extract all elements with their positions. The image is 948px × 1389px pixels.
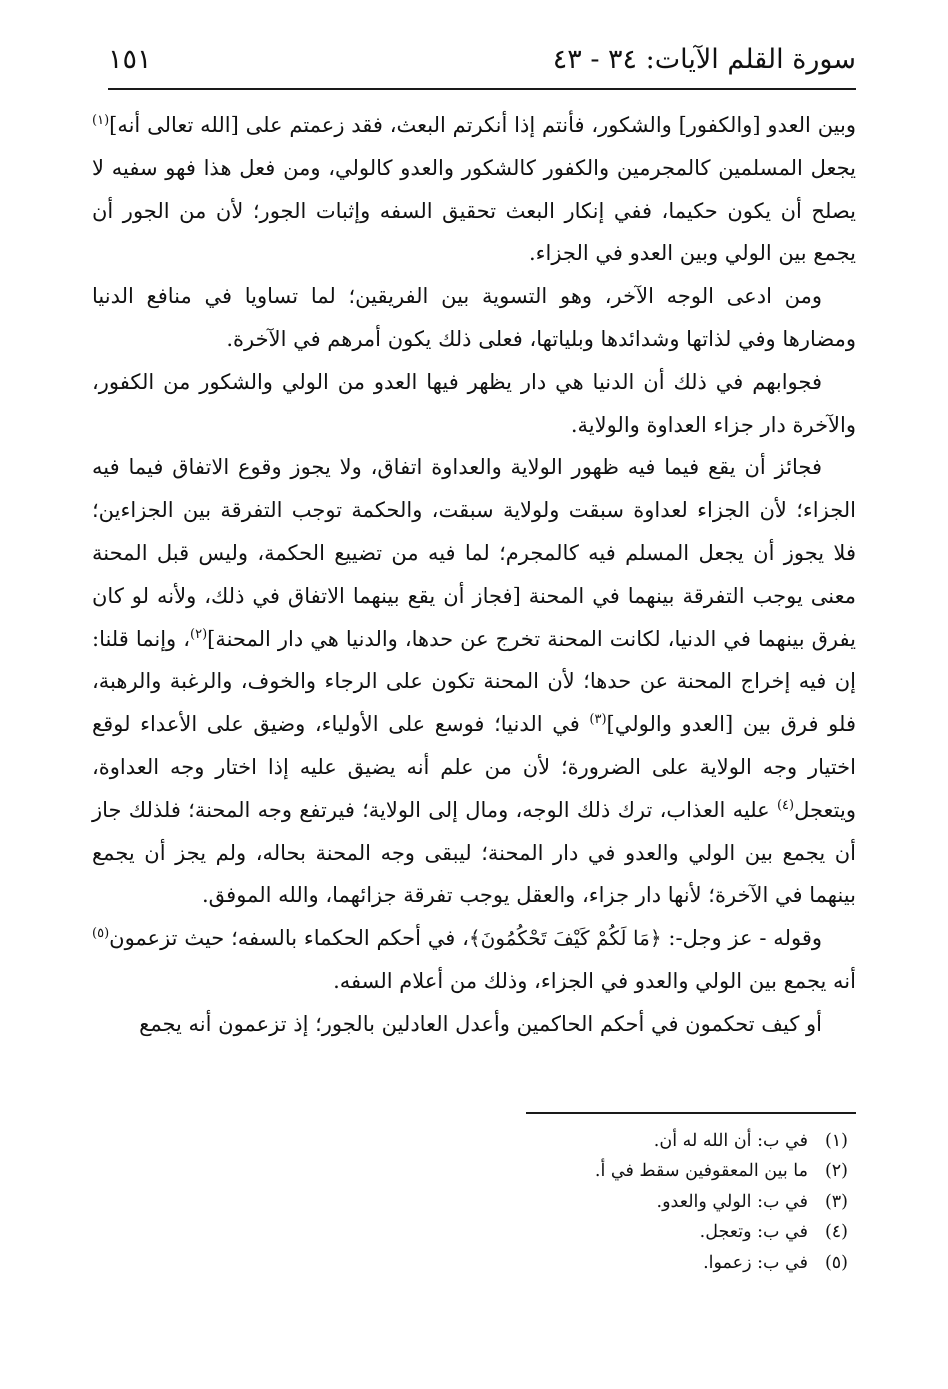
quran-verse: ﴿مَا لَكُمْ كَيْفَ تَحْكُمُونَ﴾ <box>468 926 662 951</box>
text-run: يجعل المسلمين كالمجرمين والكفور كالشكور والعدو كالولي، ومن فعل هذا فهو سفيه لا يصلح أن يكون حكيما، ففي إنكار البعث تحقيق السفه وإثبات الجور؛ لأن من الجور أن يجمع بين الولي وبين العدو في الجزاء. <box>92 155 856 266</box>
footnote-ref: (٤) <box>776 797 795 813</box>
footnote-number: (٥) <box>824 1252 848 1273</box>
footnote-text: في ب: الولي والعدو. <box>656 1191 808 1212</box>
text-run: ، في أحكم الحكماء بالسفه؛ حيث تزعمون <box>109 926 469 951</box>
paragraph <box>92 917 856 1003</box>
paragraph: فجوابهم في ذلك أن الدنيا هي دار يظهر فيها العدو من الولي والشكور من الكفور، والآخرة دار جزاء العداوة والولاية. <box>92 369 856 437</box>
footnote-ref: (١) <box>92 113 110 128</box>
text-run: فجائز أن يقع فيما فيه ظهور الولاية والعداوة اتفاق، ولا يجوز وقوع الاتفاق فيما فيه الجزاء؛ لأن الجزاء لعداوة سبقت ولولاية سبقت، والحكمة توجب التفرقة بين الجزاءين؛ فلا يجوز أن يجعل المسلم فيه كالمجرم؛ لما فيه من تضييع الحكمة، وليس قبل المحنة معنى يوجب التفرقة بينهما في المحنة [فجاز أن يقع بينهما الاتفاق في ذلك، ولأنه لو كان يفرق بينهما في الدنيا، لكانت المحنة تخرج عن حدها، والدنيا هي دار المحنة] <box>92 455 856 651</box>
footnote <box>92 1126 848 1156</box>
footnote-text: في ب: أن الله له أن. <box>653 1131 808 1151</box>
text-run: في الدنيا؛ فوسع على الأولياء، وضيق على الأعداء لوقع اختيار وجه الولاية على الضرورة؛ لأن من علم أنه يضيق عليه إذا اختار وجه العداوة، ويتعجل <box>92 712 856 822</box>
footnote-number: (٣) <box>824 1191 848 1212</box>
text-run: وقوله - عز وجل-: <box>661 926 822 951</box>
footnote <box>92 1156 848 1186</box>
paragraph <box>92 446 856 917</box>
footnote-number: (٢) <box>824 1161 848 1182</box>
page-number: ١٥١ <box>108 44 152 75</box>
paragraph: ومن ادعى الوجه الآخر، وهو التسوية بين الفريقين؛ لما تساويا في منافع الدنيا ومضارها وفي لذاتها وشدائدها وبلياتها، فعلى ذلك يكون أمرهم في الآخرة. <box>92 284 856 351</box>
paragraph <box>92 104 856 275</box>
text-run: ، وإنما قلنا: إن فيه إخراج المحنة عن حدها؛ لأن المحنة تكون على الرجاء والخوف، والرغبة والرهبة، فلو فرق بين [العدو والولي] <box>92 626 857 737</box>
text-run: أنه يجمع بين الولي والعدو في الجزاء، وذلك من أعلام السفه. <box>333 968 856 993</box>
paragraph: أو كيف تحكمون في أحكم الحاكمين وأعدل العادلين بالجور؛ إذ تزعمون أنه يجمع <box>139 1011 822 1036</box>
footnote-text: في ب: وتعجل. <box>699 1222 808 1243</box>
footnote-ref: (٥) <box>92 926 110 942</box>
footnotes <box>92 1126 848 1278</box>
footnote <box>92 1217 848 1247</box>
footnote-divider <box>526 1112 856 1114</box>
footnote-ref: (٢) <box>190 626 208 642</box>
main-text <box>92 104 856 1046</box>
chapter-title: سورة القلم الآيات: ٣٤ - ٤٣ <box>552 44 856 75</box>
running-header <box>108 38 856 90</box>
footnote-number: (٤) <box>824 1222 848 1243</box>
footnote-ref: (٣) <box>589 712 607 728</box>
footnote-text: ما بين المعقوفين سقط في أ. <box>594 1161 808 1182</box>
footnote-text: في ب: زعموا. <box>703 1252 808 1273</box>
footnote <box>92 1187 848 1217</box>
footnote <box>92 1248 848 1278</box>
text-run: وبين العدو [والكفور] والشكور، فأنتم إذا أنكرتم البعث، فقد زعمتم على [الله تعالى أنه] <box>109 113 856 137</box>
footnote-number: (١) <box>824 1131 848 1151</box>
text-run: عليه العذاب، ترك ذلك الوجه، ومال إلى الولاية؛ فيرتفع وجه المحنة؛ فلذلك جاز أن يجمع بين الولي والعدو في دار المحنة؛ ليبقى وجه المحنة بحاله، ولم يجز أن يجمع بينهما في الآخرة؛ لأنها دار جزاء، والعقل يوجب تفرقة جزائهما، والله الموفق. <box>92 797 856 908</box>
